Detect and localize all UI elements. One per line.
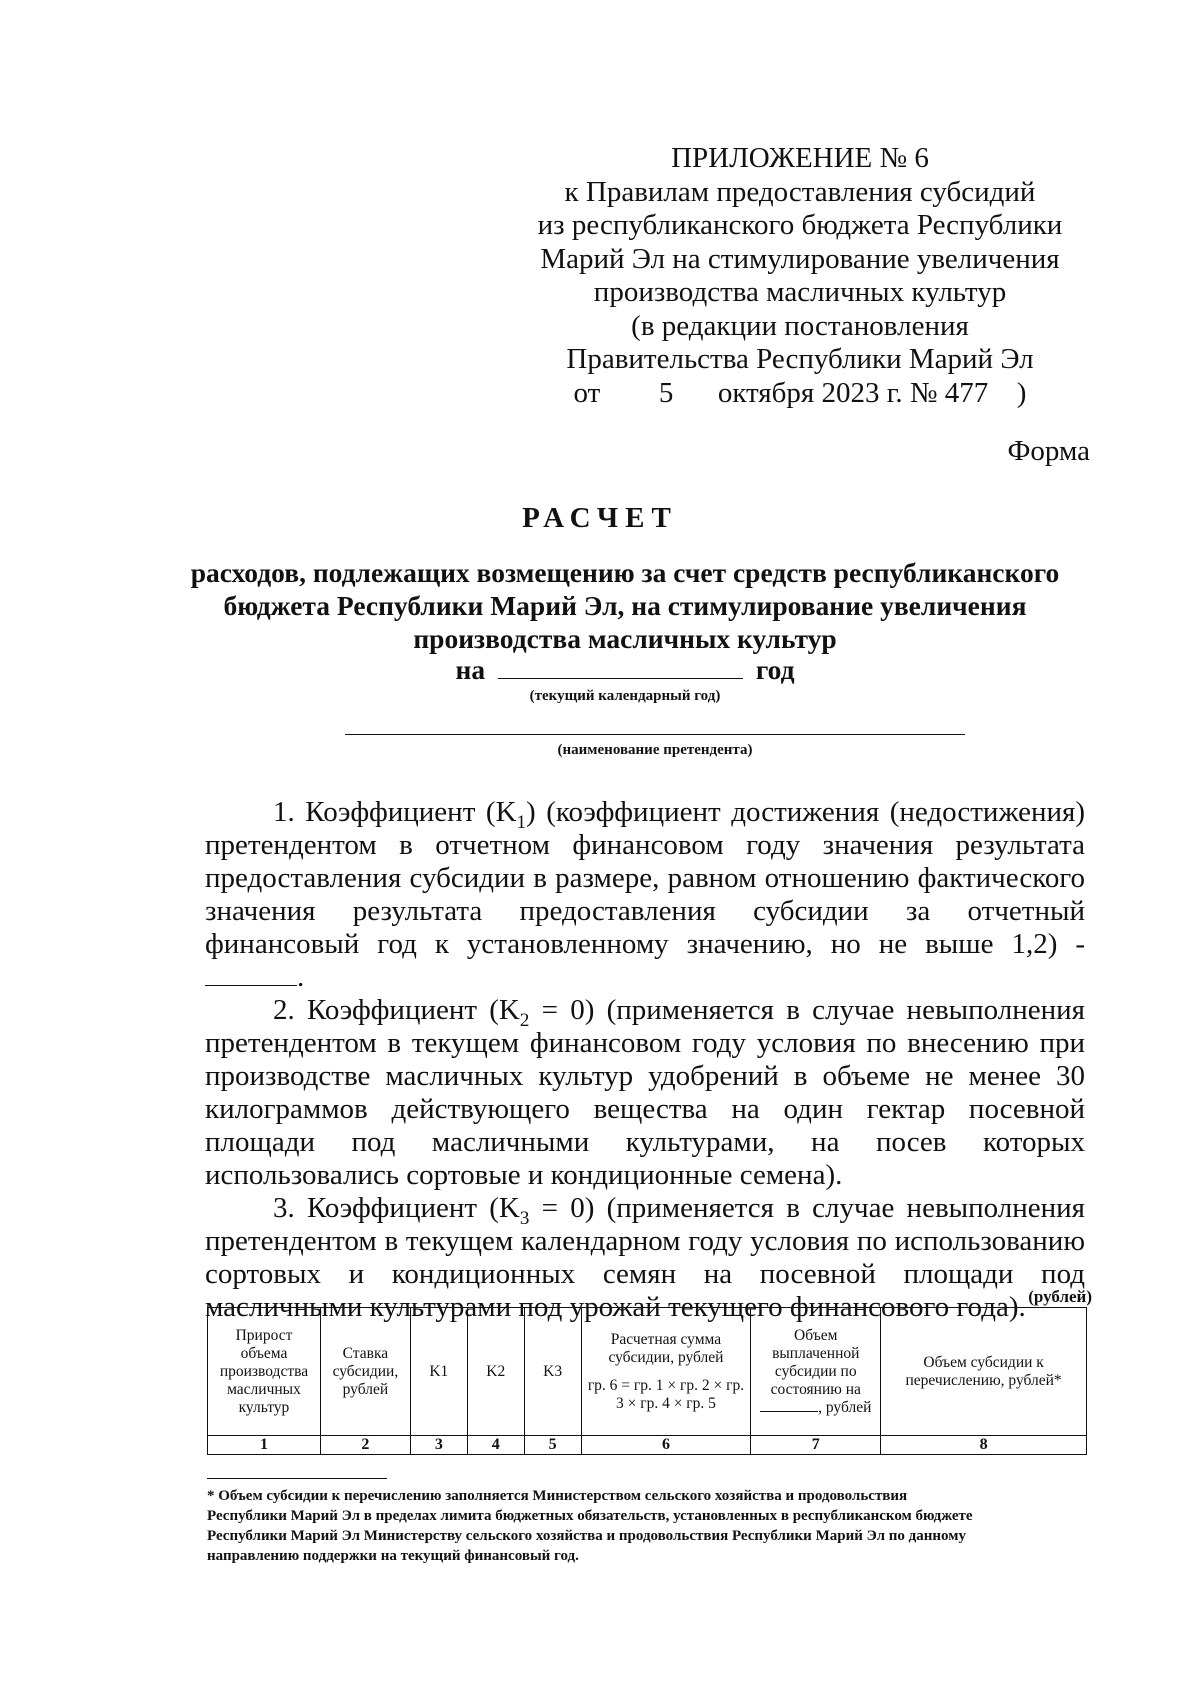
paid-header-text: Объем выплаченной субсидии по состоянию на (770, 1326, 861, 1398)
col-header-k1: K1 (410, 1308, 467, 1436)
col-header-rate: Ставка субсидии, рублей (320, 1308, 410, 1436)
footnote-line: направлению поддержки на текущий финансовый год. (207, 1548, 579, 1564)
col-number: 4 (467, 1436, 524, 1455)
col-number: 2 (320, 1436, 410, 1455)
table-row (208, 1436, 1087, 1455)
paragraph-3 (205, 1192, 1085, 1324)
col-number: 3 (410, 1436, 467, 1455)
appendix-line: к Правилам предоставления субсидий (564, 175, 1036, 208)
year-hint: (текущий календарный год) (529, 688, 721, 704)
year-line (150, 654, 1100, 686)
subtitle-line: производства масличных культур (413, 623, 837, 654)
paragraph-1 (205, 796, 1085, 994)
footnote-line: * Объем субсидии к перечислению заполняется Министерством сельского хозяйства и продовольствия (207, 1488, 908, 1504)
date-rest: октября 2023 г. № 477 (717, 376, 989, 409)
date-close: ) (1016, 376, 1027, 409)
calc-sum-formula: гр. 6 = гр. 1 × гр. 2 × гр. 3 × гр. 4 × гр. 5 (587, 1376, 745, 1412)
unit-label: (рублей) (1028, 1287, 1092, 1306)
appendix-header (520, 142, 1080, 410)
footnote (207, 1486, 1087, 1566)
appendix-date-line (520, 377, 1080, 411)
document-subtitle (150, 556, 1100, 655)
appendix-line: из республиканского бюджета Республики (537, 209, 1063, 241)
col-header-growth: Прирост объема производства масличных культур (208, 1308, 321, 1436)
col-number: 1 (208, 1436, 321, 1455)
p3-sub: 3 (519, 1207, 530, 1229)
col-number: 5 (524, 1436, 581, 1455)
date-prefix: от (573, 376, 601, 409)
applicant-hint: (наименование претендента) (557, 742, 753, 758)
subtitle-line: бюджета Республики Марий Эл, на стимулирование увеличения (223, 590, 1027, 621)
col-header-to-transfer: Объем субсидии к перечислению, рублей* (881, 1308, 1087, 1436)
col-number: 6 (581, 1436, 751, 1455)
footnote-line: Республики Марий Эл Министерству сельского хозяйства и продовольствия Республики Марий Эл по данному (207, 1528, 966, 1544)
col-number: 8 (881, 1436, 1087, 1455)
p3-text: 3. Коэффициент (K (273, 1192, 520, 1224)
p1-rest: ) (коэффициент достижения (недостижения) претендентом в отчетном финансовом году значения результата предоставления субсидии в размере, равном отношению фактического значения результата предоставления субсидии за отчетный финансовый год к установленному значению, но не выше 1,2) - (205, 796, 1086, 960)
col-header-paid (751, 1308, 881, 1436)
footnote-rule (207, 1478, 387, 1479)
p2-rest: = 0) (применяется в случае невыполнения претендентом в текущем финансовом году условия по внесению при производстве масличных культур удобрений в объеме не менее 30 килограммов действующего вещества на один гектар посевной площади под масличными культурами, на посев которых использовались сортовые и кондиционные семена). (205, 994, 1085, 1191)
year-prefix: на (455, 654, 486, 685)
appendix-line: Правительства Республики Марий Эл (566, 343, 1034, 375)
appendix-line: Марий Эл на стимулирование увеличения (540, 242, 1060, 275)
p1-text: 1. Коэффициент (K (273, 796, 517, 828)
calc-sum-title: Расчетная сумма субсидии, рублей (608, 1330, 724, 1366)
paid-date-blank-field[interactable] (760, 1399, 818, 1412)
document-title: РАСЧЕТ (522, 502, 678, 534)
calculation-table (207, 1307, 1087, 1455)
col-number: 7 (751, 1436, 881, 1455)
appendix-line: (в редакции постановления (631, 309, 969, 342)
date-day: 5 (658, 376, 674, 409)
footnote-line: Республики Марий Эл в пределах лимита бюджетных обязательств, установленных в республиканском бюджете (207, 1508, 973, 1524)
p3-rest: = 0) (применяется в случае невыполнения претендентом в текущем календарном году условия по использованию сортовых и кондиционных семян на посевной площади под масличными культурами под урожай текущего финансового года). (205, 1192, 1085, 1323)
col-header-calculated-sum (581, 1308, 751, 1436)
document-body (205, 796, 1085, 1324)
paid-header-suffix: , рублей (818, 1398, 872, 1416)
paragraph-2 (205, 994, 1085, 1192)
year-blank-field[interactable] (498, 658, 743, 679)
year-suffix: год (755, 654, 795, 685)
form-label: Форма (1007, 435, 1090, 467)
p1-end: . (297, 961, 305, 993)
appendix-line: производства масличных культур (593, 276, 1007, 308)
col-header-k2: K2 (467, 1308, 524, 1436)
p2-sub: 2 (519, 1009, 530, 1031)
p2-text: 2. Коэффициент (K (273, 994, 520, 1026)
applicant-blank-field[interactable] (345, 734, 965, 735)
appendix-line: ПРИЛОЖЕНИЕ № 6 (671, 142, 929, 174)
k1-blank-field[interactable] (205, 963, 297, 986)
table-header-row (208, 1308, 1087, 1436)
col-header-k3: K3 (524, 1308, 581, 1436)
subtitle-line: расходов, подлежащих возмещению за счет средств республиканского (190, 557, 1060, 588)
p1-sub: 1 (516, 811, 527, 833)
